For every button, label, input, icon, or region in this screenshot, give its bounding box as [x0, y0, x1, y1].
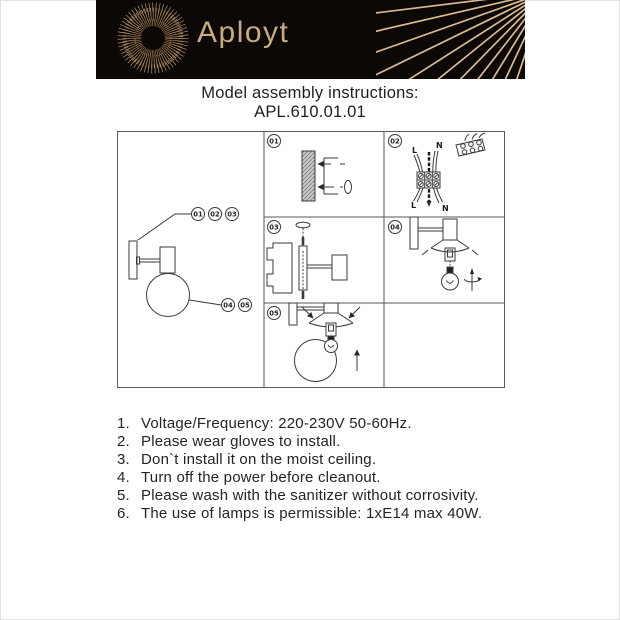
instruction-text: Please wash with the sanitizer without corrosivity.: [141, 486, 479, 504]
svg-text:03: 03: [269, 223, 279, 232]
instruction-number: 6.: [117, 504, 130, 522]
svg-text:01: 01: [193, 210, 203, 219]
step-01-cell: [268, 135, 352, 202]
svg-text:L: L: [411, 201, 417, 210]
instruction-number: 5.: [117, 486, 130, 504]
ray-fan-decoration: [376, 0, 525, 79]
svg-text:02: 02: [390, 137, 400, 146]
svg-text:02: 02: [210, 210, 220, 219]
svg-text:N: N: [442, 204, 449, 213]
assembly-diagram: [117, 131, 505, 388]
step-04-cell: [389, 217, 483, 291]
step-03-cell: [267, 221, 347, 300]
terminal-block-3d-icon: [456, 133, 485, 156]
assembled-lamp-panel: [129, 208, 252, 317]
instruction-text: Please wear gloves to install.: [141, 432, 341, 450]
svg-text:04: 04: [390, 223, 400, 232]
instruction-number: 2.: [117, 432, 130, 450]
svg-text:05: 05: [240, 301, 250, 310]
callout-bottom-labels: [222, 299, 252, 312]
brand-banner: [96, 0, 525, 79]
instruction-number: 4.: [117, 468, 130, 486]
instruction-text: Turn off the power before cleanout.: [141, 468, 381, 486]
svg-text:01: 01: [269, 137, 279, 146]
svg-text:N: N: [436, 141, 443, 150]
instruction-item: [117, 469, 517, 487]
instruction-text: Don`t install it on the moist ceiling.: [141, 450, 377, 468]
instruction-item: [117, 451, 517, 469]
terminal-block: [417, 172, 440, 188]
instruction-item: [117, 505, 517, 523]
instruction-number: 3.: [117, 450, 130, 468]
brand-name: Aployt: [197, 16, 290, 49]
step-02-cell: [389, 133, 486, 213]
callout-top-labels: [192, 208, 239, 221]
svg-text:05: 05: [269, 309, 279, 318]
starburst-sun-icon: [113, 0, 193, 78]
model-number: APL.610.01.01: [254, 103, 366, 121]
instruction-item: [117, 433, 517, 451]
instruction-item: [117, 487, 517, 505]
title-block: [0, 84, 620, 122]
instruction-text: The use of lamps is permissible: 1xE14 max 40W.: [141, 504, 483, 522]
svg-text:03: 03: [227, 210, 237, 219]
instruction-text: Voltage/Frequency: 220-230V 50-60Hz.: [141, 415, 412, 432]
page-title: Model assembly instructions:: [201, 84, 419, 102]
svg-text:L: L: [412, 146, 418, 155]
step-05-cell: [268, 303, 361, 382]
instruction-number: 1.: [117, 415, 130, 432]
assembly-diagram-svg: [117, 131, 505, 388]
svg-text:04: 04: [223, 301, 233, 310]
instruction-list: [117, 415, 517, 522]
instruction-item: [117, 415, 517, 433]
